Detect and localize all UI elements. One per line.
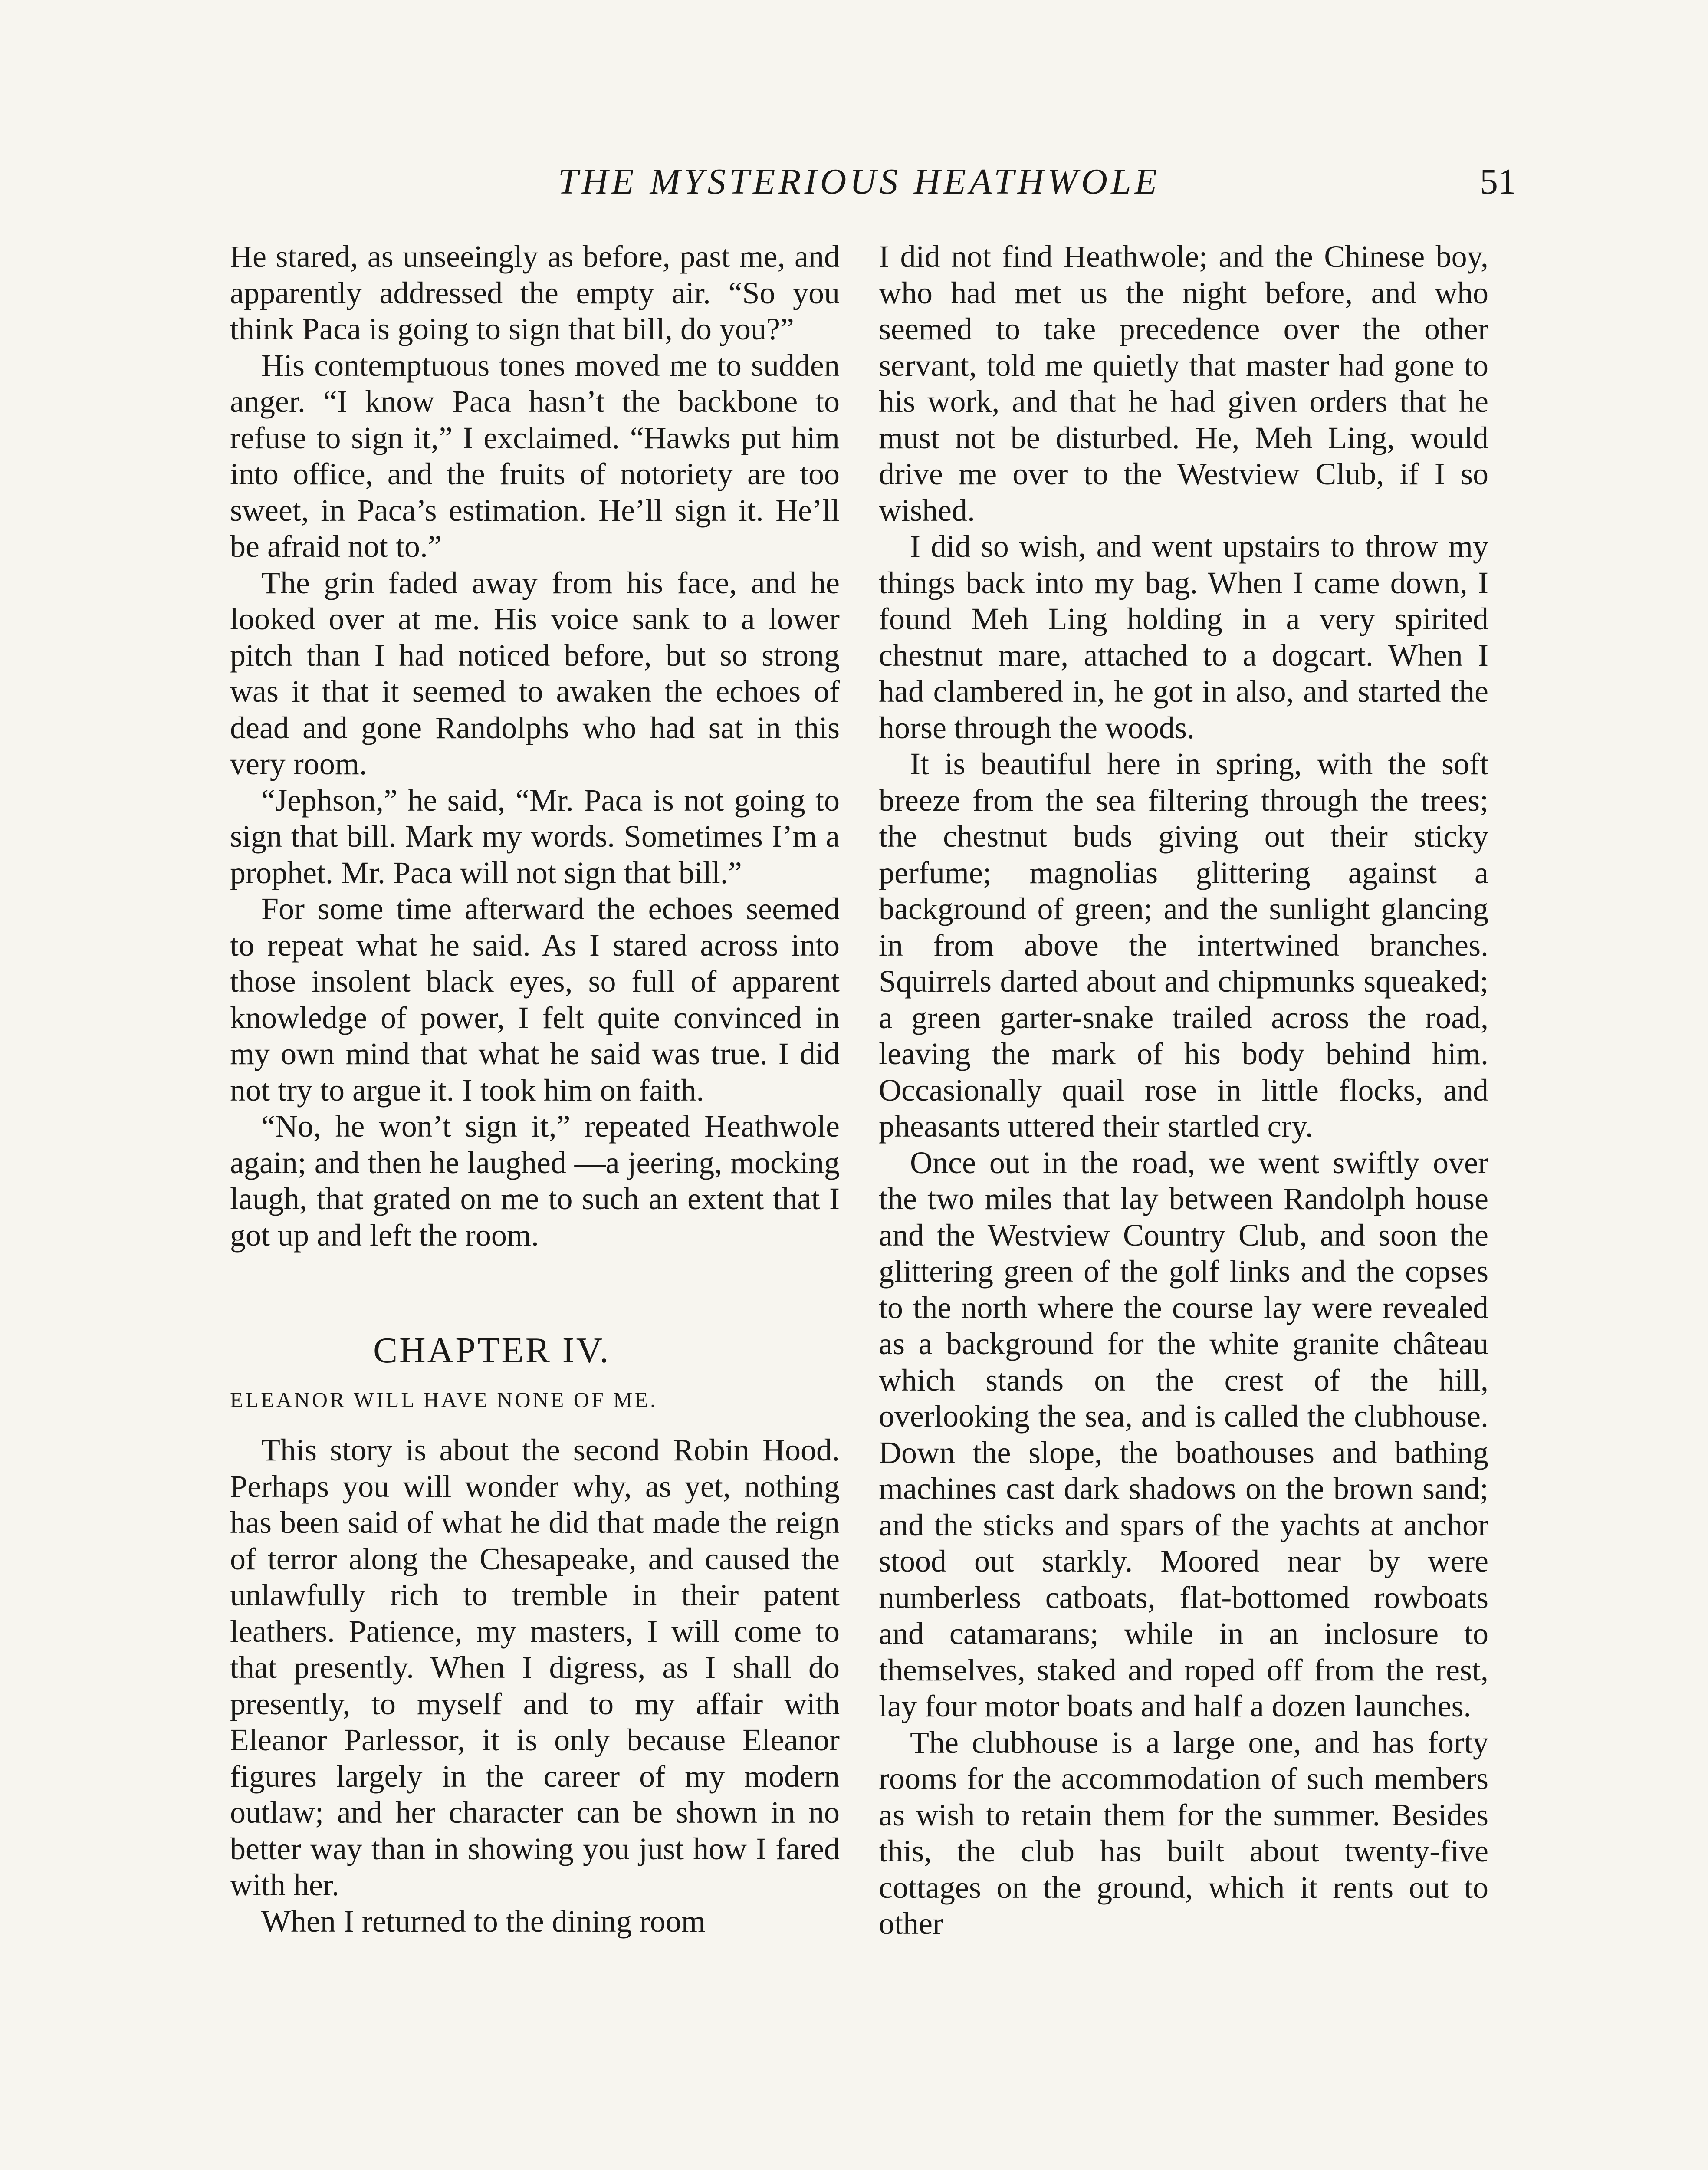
paragraph: His contemptuous tones moved me to sudden anger. “I know Paca hasn’t the backbone to refuse to sign it,” I exclaimed. “Hawks put him into office, and the fruits of notoriety are too sweet, in Paca’s estimation. He’ll sign it. He’ll be afraid not to.” — [230, 348, 840, 564]
page-header — [0, 161, 1708, 208]
paragraph: When I returned to the dining room — [261, 1904, 706, 1939]
paragraph: “Jephson,” he said, “Mr. Paca is not going to sign that bill. Mark my words. Sometimes I’m a prophet. Mr. Paca will not sign that bill.” — [230, 783, 840, 890]
right-column — [879, 239, 1488, 1942]
paragraph: The grin faded away from his face, and he looked over at me. His voice sank to a lower pitch than I had noticed before, but so strong was it that it seemed to awaken the echoes of dead and gone Randolphs who had sat in this very room. — [230, 565, 840, 781]
running-title: THE MYSTERIOUS HEATHWOLE — [558, 161, 1161, 202]
paragraph: Once out in the road, we went swiftly over the two miles that lay between Randolph house and the Westview Country Club, and soon the glittering green of the golf links and the copses to the north where the course lay were revealed as a background for the white granite château which stands on the crest of the hill, overlooking the sea, and is called the clubhouse. Down the slope, the boathouses and bathing machines cast dark shadows on the brown sand; and the sticks and spars of the yachts at anchor stood out starkly. Moored near by were numberless catboats, flat-bottomed rowboats and catamarans; while in an inclosure to themselves, staked and roped off from the rest, lay four motor boats and half a dozen launches. — [879, 1145, 1488, 1723]
paragraph: “No, he won’t sign it,” repeated Heathwole again; and then he laughed —a jeering, mocking laugh, that grated on me to such an extent that I got up and left the room. — [230, 1109, 840, 1253]
paragraph: It is beautiful here in spring, with the soft breeze from the sea filtering through the trees; the chestnut buds giving out their sticky perfume; magnolias glittering against a background of green; and the sunlight glancing in from above the intertwined branches. Squirrels darted about and chipmunks squeaked; a green garter-snake trailed across the road, leaving the mark of his body behind him. Occasionally quail rose in little flocks, and pheasants uttered their startled cry. — [879, 746, 1488, 1144]
left-column — [230, 239, 840, 1940]
paragraph: The clubhouse is a large one, and has forty rooms for the accommodation of such members as wish to retain them for the summer. Besides this, the club has built about twenty-five cottages on the ground, which it rents out to other — [879, 1725, 1488, 1941]
paragraph: I did not find Heathwole; and the Chinese boy, who had met us the night before, and who seemed to take precedence over the other servant, told me quietly that master had gone to his work, and that he had given orders that he must not be disturbed. He, Meh Ling, would drive me over to the Westview Club, if I so wished. — [879, 239, 1488, 528]
chapter-subtitle: ELEANOR WILL HAVE NONE OF ME. — [230, 1387, 658, 1412]
paragraph: This story is about the second Robin Hood. Perhaps you will wonder why, as yet, nothing has been said of what he did that made the reign of terror along the Chesapeake, and caused the unlawfully rich to tremble in their patent leathers. Patience, my masters, I will come to that presently. When I digress, as I shall do presently, to myself and to my affair with Eleanor Parlessor, it is only because Eleanor figures largely in the career of my modern outlaw; and her character can be shown in no better way than in showing you just how I fared with her. — [230, 1433, 840, 1902]
chapter-title: CHAPTER IV. — [373, 1330, 611, 1371]
paragraph: For some time afterward the echoes seemed to repeat what he said. As I stared across into those insolent black eyes, so full of apparent knowledge of power, I felt quite convinced in my own mind that what he said was true. I did not try to argue it. I took him on faith. — [230, 891, 840, 1108]
page-number: 51 — [1480, 161, 1516, 202]
paragraph: He stared, as unseeingly as before, past me, and apparently addressed the empty air. “So you think Paca is going to sign that bill, do you?” — [230, 239, 840, 346]
paragraph: I did so wish, and went upstairs to throw my things back into my bag. When I came down, I found Meh Ling holding in a very spirited chestnut mare, attached to a dogcart. When I had clambered in, he got in also, and started the horse through the woods. — [879, 529, 1488, 745]
